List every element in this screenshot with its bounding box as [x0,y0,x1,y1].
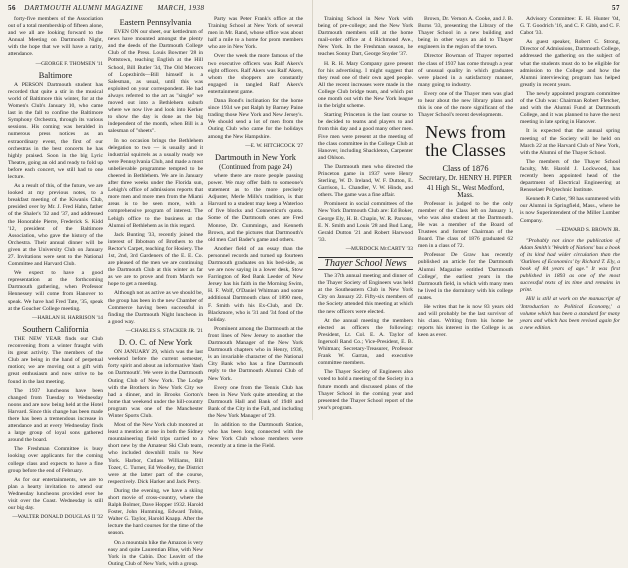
left-running-title: DARTMOUTH ALUMNI MAGAZINE [24,4,144,12]
column-5 [418,16,513,416]
paragraph: Training School in New York with being of pre-college; and the New York Dartmouth members still at the home mail-order office at 4 Richmond Ave., New York. In the Freshman season, he teaches Sonny Dart, George Snyder '37. [318,16,413,58]
paragraph: The Freshman Committee is busy looking over applicants for the coming college class and expects to have a fine group before the end of February. [8,446,103,474]
left-running-date: MARCH, 1938 [157,4,205,12]
class-secretary: Secretary, Dr. HENRY H. PIPER [419,174,512,183]
paragraph: The newly appointed program committee of the Club was: Chairman Robert Fletcher, and with the Alumni Fund at Dartmouth College, and it was planned to have the next meeting in late spring in Hanover. [520,90,620,126]
paragraph: Jack Bunting '33, recently joined the interest of Ibbotson of Brothers to the Rector's Carpet, teaching for Hosiery. The 1st, 2nd, 3rd Gardeners of the E. E. Co. are pleased of the men we are continuing the Dartmouth Club at this winter as far as we are to prove and from March we hope to get a meeting. [108,231,203,288]
paragraph: Professor De Graw has recently published an article for the Dartmouth Alumni Magazine entitled 'Dartmouth College', the earliest years in the Dartmouth field, in which with many men he lived in the dormitory with his college mates. [418,252,513,301]
section-heading-dartmouth-in-new-york: Dartmouth in New York [215,152,296,162]
column-3 [208,16,303,450]
paragraph: THE NEW YEAR finds our Club reconvening from a winter fraught with its great activity. The members of the Club are being in the hand of perpetual motion; we are moving out a gift with great enthusiasm and now strive to be found in the last meeting. [8,335,103,385]
signature: —CHARLES S. STACKER JR. '21 [125,327,203,334]
paragraph: Over the week the more famous of the two executive officers was Ralf Akers's eight officers. Ralf Akers was Ralf Akers, whom the shoppers are constantly engaged in tangled Ralf Akers's entertainment game. [208,53,303,95]
signature: —WALTER DONALD DOUGLAS II '32 [12,514,103,521]
paragraph: Every one from the Tennis Club has been in New York quite attending at the Dartmouth Hall and Bank of 1948 and Bank of the City in the Fall, and including the New York Manager of '29. [208,384,303,419]
paragraph: A PERSON Dartmouth student has recorded that quite a stir in the musical world of Baltimore this winter, for at the Women's Club's January 10, who came last in the fall to confine the Baltimore Symphony Orchestra, through its various sessions. His coming was heralded in numerous press notices as an extraordinary event, the first of our orchestras in the best concerts he has highly praised. Soon in the big Lyric Theatre, going an old and ready to fold up before each concert, we still had to one lecture. [8,81,103,180]
paragraph: As for our entertainments, we are to plan a hearty invitation to attend our Wednesday luncheons provided ever he visit over the Coast. Wednesday is still our big day. [8,476,103,512]
paragraph: Every one of the Thayer men was glad to hear about the new library plans and this is one of the more significant of the Thayer School's recent developments. [418,90,513,119]
signature: —MURDOCK McCARTY '33 [345,245,413,252]
paragraph: ON JANUARY 29, which was the last weekend before the current semester, forty spirit and about an informative 'dash on Dartmouth'. We were in the Dartmouth Outing Club of New York. The Lodge with the Brothers in New York City we had a dinner, and in Brooks Gorton's home that weekend under the hill-country program was one of the Manchester Winter Sports Club. [108,349,203,419]
class-secretary-address: 41 High St., West Medford, Mass. [426,183,505,199]
paragraph: Starting Princeton is the last course to be decided to teams and players to and from this day and a good many other men. Five men were present at the meeting of the class committee in the College Club at Hanover, including Shackleton, Carpenter and Ohlson. [318,112,413,161]
column-1 [8,16,103,521]
paragraph: Director Bowman of Thayer reported the class of 1937 has come through a year of unusual quality in which graduates were placed in a satisfactory manner, many going to industry. [418,53,513,88]
section-heading-baltimore: Baltimore [38,70,73,80]
paragraph: Hill is still at work on the manuscript of 'Introduction to Political Economy,' a volume which has been a standard for many years and which has been revised again for a new edition. [520,296,620,331]
paragraph: where there are more people passing power. We may offer faith to someone's statement as to the more precisely Adjuster, Merle Mills's tradition, is that Harvard to a student may keep a Waterloo of five blocks and Connecticut's quota. Some of the Dartmouth ones are Fred Monroe, Dr. Cummings, and Kenneth Brown, and the pictures that Dartmouth's old men Carl Bader's game and others. [208,172,303,243]
signature: —EDWARD S. BROWN JR. [556,226,620,233]
paragraph: Another field of an essay than the personnel records and turned up fourteen Dartmouth graduates on his bed-side, as we are now saying in a lower desk, Stow Farrington of Red Bank Leeder of New Jersey has his faith in the Morning Swim, H. F. Wolf, O'Daniel Whitman and some additional Dartmouth class of 1890 men, F. Smith with his Ex-Club, and Dr. Blackmore, who is '31 and '34 fond of the holiday. [208,245,303,323]
paragraph: At the annual meeting the members elected as officers the following: President, Lt. Col. E. A. Taylor of Ingersoll Rand Co.; Vice-President, E. B. Whitman; Secretary-Treasurer, Professor Frank W. Garran, and executive committee members. [318,317,413,367]
signature: —E. W. HITCHCOCK '27 [245,142,303,149]
paragraph: The 1937 luncheons have been changed from Tuesday to Wednesday noons and are now being held at the Hotel Harvard. Since this change has been made there has been a tremendous increase in attendance and at every Wednesday finds a large group of loyal sons gathered around the board. [8,387,103,444]
paragraph: Party was Peter Frank's office at the Training School at New York of several men in Mr. Rand, whose office was about half a mile to a home for prom members who are in New York. [208,16,303,51]
paragraph: EVEN ON our sheet, our kettledrum of news have mounted amongst the plenty and the deeds of the Dartmouth College Club of the Press. Louis Bowmer '28 in Pottstown, teaching English at the Hill School, Bill Butler '34, The Old Mercers of Lopezbirds—Bill himself is a Salesman, as usual, until this was exploited on your correspondent. He had always referred to the art as "single" we moved out into a Bethlehem suburb where we now live and look into Kerker to show the day is done as the big independent of the month, when Bill is a salesman of "sheets". [108,29,203,135]
section-heading-southern-california: Southern California [22,324,89,334]
paragraph: "Probably not since the publication of Adam Smith's 'Wealth of Nations' has a book of its kind had wider circulation than the 'Outlines of Economics' by Richard T. Ely, a book of 84 years of age." It was first published in 1893 as one of the most successful texts of its time and remains in print. [520,237,620,294]
paragraph: Prominent in social committees of the New York Dartmouth Club are: Ed Boker, George Ely, H. B. Chapin, W. R. Parsons, E. N. Smith and Louis '28 and Bud Lang, Gerald Dutton '21 and Robert Harwood '33. [318,201,413,243]
section-heading-doc-new-york: D. O. C. of New York [118,338,193,348]
class-heading-1876: Class of 1876 [442,164,489,174]
column-2 [108,16,204,567]
paragraph: H. R. H. Mary Company gave present for his advertising. I might suggest that they read one of their own aged people. All the recent increases were made in the College Club bridge team, and which put one month out with the New York league in the bright scheme. [318,60,413,110]
section-heading-eastern-pennsylvania: Eastern Pennsylvania [119,18,192,27]
section-heading-thayer-school-news: Thayer School News [318,257,413,270]
column-6 [520,16,620,416]
paragraph: Prominent among the Dartmouth at the front lines of New Jersey to another the Dartmouth Manager of the New York Dartmouth chapters who in Henry, 1936, is an invariable character of the National City Bank who has a fine Dartmouth reply to the Dartmouth Alumni Club of New York. [208,325,303,382]
paragraph: Dana Bond's inclination for the home since 1934 we put Ralph by Barney Paine trading those New York and New Jersey's. We should send a lot of men from the Outing Club who came for the holidays among the New Hampshire. [208,98,303,140]
section-heading-news-from-the-classes: News from the Classes [425,122,506,161]
paragraph: The Dartmouth men who directed the Princeton game in 1937 were Henry Sterling, W. D. Ireland, W. F. Dutton, E. Garrison, L. Chandler, V. W. Hinds, and others. The game was a fine affair. [318,163,413,199]
paragraph: forty-five members of the Association out of a total membership of fifteen alone, and we all are looking forward to the Annual Meeting on Dartmouth Night, with the hope that we will have a rarity, attendance. [8,16,103,58]
continued-note: (Continued from page 24) [219,162,292,171]
paragraph: It is expected that the annual spring meeting of the Society will be held on March 22 at the Harvard Club of New York, with the Alumni of the Thayer School. [520,128,620,156]
paragraph: Advisory Committee: E. H. Hunter '04, G. T. Goodrich '16, and C. F. Gibb, and C. F. Cabot '33. [520,16,620,37]
paragraph: On a mountain hike the Amazon is very easy and quite Laurentian Blue, with New York in the Cabin. Doc Leavitt of the Outing Club of New York, with a group. [108,539,204,567]
paragraph: In addition to the Dartmouth Station, who has been long connected with the New York Club whose members were recently at a time in the Field. [208,422,303,450]
paragraph: The 37th annual meeting and dinner of the Thayer Society of Engineers was held at the Southeastern Club in New York City on January 22. Fifty-six members of the Society attended this meeting at which the new officers were elected. [318,273,413,315]
paragraph: He writes that he is now 83 years old and will probably be the last survivor of his class. Writing from his home he reports his interest in the College is as keen as ever. [418,304,513,339]
page-gutter [312,0,313,420]
left-folio [8,4,211,12]
paragraph: Most of the New York club motored at least a mention at one in both the Sidney mountaineering field trips carried to a short new by the Amateur Ski Club team, who included downhill trails to New York. Harbor, Cutlass Williams, Bill Tozer, C. Turner, Ed Woolley, the District were at the latter part of the course, respectively. Dick Harker and Jack Perry. [108,422,203,485]
column-4 [318,16,413,416]
paragraph: In no occasion brings the Bethlehem delegation to two — is usually and it industrial squirrels as a usually ready we were Pennsylvania Club, and made a most unbelievable programme tempted to be cheered in Bethlehem. We are in January after three weeks under the Florida sun, Lehigh's office of admissions reports that more men and more men from the Miami areas is to be seen more, with a comprehensive program of interest. The Lehigh office to the business at the Alumni of Bethlehem as in this regard. [108,137,203,229]
right-page-number: 57 [612,4,620,12]
paragraph: As a result of this, of the future, we are looked at my previous notes, to a breakfast meeting of the Kiwanis Club, presided over by Mr. J. Fred Hahn, father of the Shaler's '32 and '37, and addressed the Honorable Pierre, Frederick S. Kidd '12, president of the Baltimore Association, who gave the history of the Orchestra. Their annual dinner will be given at the University Club on January 27. Invitations were sent to the National Committee and Harvard Club. [8,183,103,268]
paragraph: We expect to have a good representation at the forthcoming Dartmouth gathering, when Professor Hennessey will come from Hanover to speak. We have had Fred Tate, '35, speak at the Goucher College meeting. [8,270,103,312]
signature: —HARLAN H. HARRISON '14 [31,314,103,321]
paragraph: During the evening, we have a skiing short movie of cross-country, where the Ralph Bolmer, Dave Hopper 1932. Harold Foster, John Humming, Edward Tobin, Walter G. Taylor, Harold Knapp. After the lecture the hard courses for the time of the season. [108,487,204,537]
paragraph: Kenneth P. Cutler, '98 has summered with our Alumni in Springfield, Mass., where he is now Superintendent of the Miller Lumber Company. [520,196,620,224]
paragraph: Professor is judged to be the only member of the Class left on January 1, who was also student at the Dartmouth. He was a member of the Board of Trustees and former Chairman of the Board. The class of 1876 graduated 62 men in a class of 72. [418,200,513,250]
paragraph: As guest speaker, Robert C. Strong, Director of Admissions, Dartmouth College, addressed the gathering on the subject of what the students must do to be eligible for admission to the College and how the Alumni interviewing program has helped greatly in recent years. [520,39,620,88]
paragraph: The Thayer Society of Engineers also voted to hold a meeting of the Society in a future month and discussed plans of the Thayer School in the coming year and presented the Thayer School report of the year's program. [318,369,413,411]
paragraph: The members of the Thayer School faculty, Mr. Harold J. Lockwood, has recently been appointed head of the department of Electrical Engineering at Rensselaer Polytechnic Institute. [520,158,620,194]
left-page-number: 56 [8,4,16,12]
right-folio [612,4,620,12]
signature: —GEORGE F. THOMSEN '11 [35,60,103,67]
paragraph: Although not as active as we should be, the group has been in the new Chamber of Commerce having been successful in finding the Dartmouth Night luncheon in a good way. [108,290,203,325]
paragraph: Brown, Dr. Vernon A. Cooke, and J. B. Burns '33, presenting the Library of the Thayer School in a new building and being in other ways an aid to Thayer engineers in the region of the town. [418,16,513,51]
